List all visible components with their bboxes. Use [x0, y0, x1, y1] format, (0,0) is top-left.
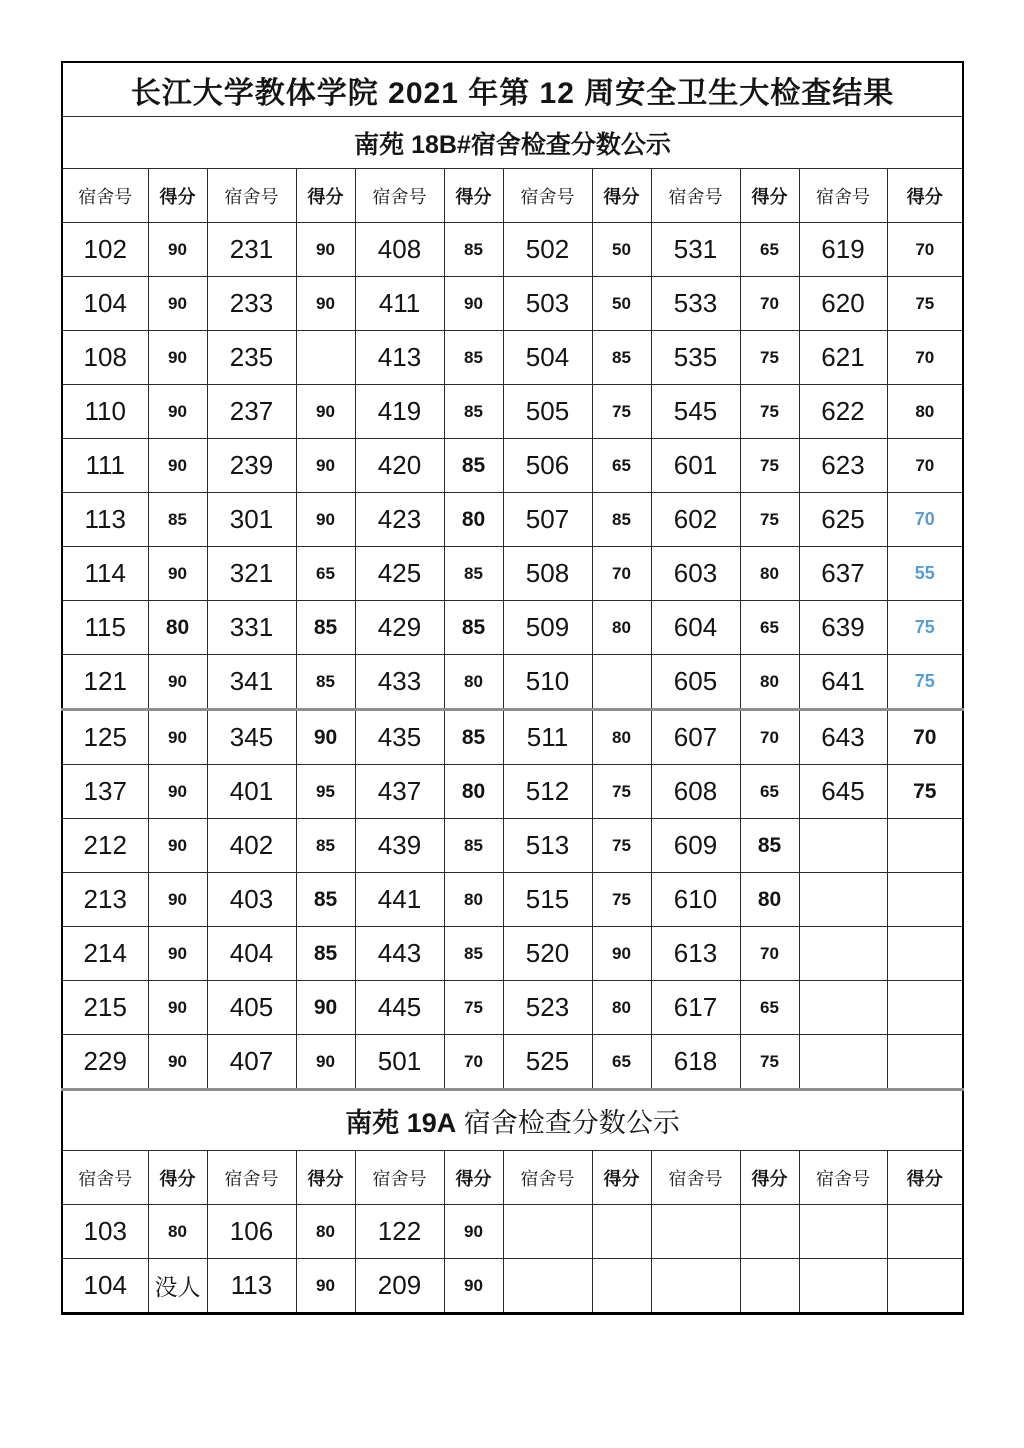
dorm-number-cell: 331 — [207, 601, 296, 655]
dorm-number-header: 宿舍号 — [503, 169, 592, 223]
score-cell: 90 — [148, 710, 207, 765]
dorm-number-cell: 341 — [207, 655, 296, 710]
dorm-number-cell: 645 — [799, 765, 887, 819]
score-cell: 90 — [296, 277, 355, 331]
dorm-number-cell: 301 — [207, 493, 296, 547]
score-cell — [740, 1259, 799, 1314]
score-cell: 没人 — [148, 1259, 207, 1314]
dorm-number-cell — [799, 873, 887, 927]
score-cell — [887, 1259, 963, 1314]
dorm-number-cell: 513 — [503, 819, 592, 873]
dorm-number-cell: 618 — [651, 1035, 740, 1090]
dorm-number-cell: 622 — [799, 385, 887, 439]
score-cell: 80 — [592, 981, 651, 1035]
score-cell: 80 — [887, 385, 963, 439]
dorm-number-cell: 425 — [355, 547, 444, 601]
dorm-number-cell: 623 — [799, 439, 887, 493]
dorm-number-cell: 113 — [207, 1259, 296, 1314]
dorm-number-cell — [503, 1205, 592, 1259]
score-header: 得分 — [887, 169, 963, 223]
score-header: 得分 — [740, 1151, 799, 1205]
dorm-number-cell: 114 — [62, 547, 148, 601]
score-cell: 80 — [592, 710, 651, 765]
dorm-number-cell: 233 — [207, 277, 296, 331]
dorm-number-cell: 443 — [355, 927, 444, 981]
score-cell: 75 — [887, 277, 963, 331]
dorm-number-header: 宿舍号 — [355, 1151, 444, 1205]
dorm-number-header: 宿舍号 — [62, 1151, 148, 1205]
score-cell: 55 — [887, 547, 963, 601]
table-row — [62, 331, 963, 385]
subtitle-bold-text: 南苑 18B#宿舍检查分数公示 — [354, 130, 671, 159]
dorm-number-cell: 533 — [651, 277, 740, 331]
table-row — [62, 1205, 963, 1259]
score-cell: 85 — [296, 655, 355, 710]
score-cell: 90 — [296, 493, 355, 547]
dorm-number-cell: 625 — [799, 493, 887, 547]
score-cell: 70 — [887, 710, 963, 765]
score-cell: 90 — [148, 927, 207, 981]
score-header: 得分 — [592, 1151, 651, 1205]
dorm-number-cell: 602 — [651, 493, 740, 547]
score-cell: 90 — [148, 223, 207, 277]
score-cell: 90 — [148, 439, 207, 493]
table-row — [62, 439, 963, 493]
dorm-number-cell: 441 — [355, 873, 444, 927]
table-row — [62, 493, 963, 547]
dorm-number-cell: 605 — [651, 655, 740, 710]
score-cell: 75 — [444, 981, 503, 1035]
page-title: 长江大学教体学院 2021 年第 12 周安全卫生大检查结果 — [62, 62, 963, 117]
score-cell: 70 — [887, 331, 963, 385]
score-cell: 75 — [887, 655, 963, 710]
dorm-number-cell: 505 — [503, 385, 592, 439]
score-cell: 65 — [740, 765, 799, 819]
dorm-number-cell: 545 — [651, 385, 740, 439]
score-cell: 75 — [740, 493, 799, 547]
score-cell: 85 — [444, 819, 503, 873]
score-cell: 85 — [444, 439, 503, 493]
dorm-number-cell: 345 — [207, 710, 296, 765]
score-cell: 90 — [444, 277, 503, 331]
dorm-number-cell: 401 — [207, 765, 296, 819]
section-subtitle-row — [62, 117, 963, 169]
dorm-number-cell: 515 — [503, 873, 592, 927]
score-cell: 70 — [592, 547, 651, 601]
score-cell: 85 — [296, 873, 355, 927]
score-cell: 75 — [592, 765, 651, 819]
dorm-number-cell: 433 — [355, 655, 444, 710]
table-row — [62, 765, 963, 819]
dorm-number-cell: 445 — [355, 981, 444, 1035]
dorm-number-cell: 525 — [503, 1035, 592, 1090]
score-cell: 65 — [296, 547, 355, 601]
score-cell — [740, 1205, 799, 1259]
dorm-number-cell: 405 — [207, 981, 296, 1035]
score-cell — [592, 655, 651, 710]
dorm-number-cell: 507 — [503, 493, 592, 547]
dorm-number-cell — [651, 1259, 740, 1314]
dorm-number-cell: 110 — [62, 385, 148, 439]
dorm-number-cell: 503 — [503, 277, 592, 331]
dorm-number-header: 宿舍号 — [651, 1151, 740, 1205]
score-cell: 85 — [444, 710, 503, 765]
score-cell: 70 — [887, 493, 963, 547]
dorm-number-header: 宿舍号 — [503, 1151, 592, 1205]
score-cell: 90 — [148, 981, 207, 1035]
dorm-number-cell: 108 — [62, 331, 148, 385]
score-cell: 80 — [444, 873, 503, 927]
dorm-number-cell: 608 — [651, 765, 740, 819]
score-cell: 90 — [592, 927, 651, 981]
score-cell — [887, 927, 963, 981]
score-cell: 70 — [740, 710, 799, 765]
score-cell: 90 — [296, 223, 355, 277]
score-cell: 90 — [148, 331, 207, 385]
dorm-number-cell: 620 — [799, 277, 887, 331]
score-cell: 90 — [148, 385, 207, 439]
dorm-number-cell — [799, 981, 887, 1035]
dorm-number-header: 宿舍号 — [207, 1151, 296, 1205]
inspection-results-table — [61, 61, 964, 1315]
score-cell: 80 — [740, 873, 799, 927]
dorm-number-cell: 239 — [207, 439, 296, 493]
score-cell — [887, 1035, 963, 1090]
dorm-number-cell: 520 — [503, 927, 592, 981]
dorm-number-cell: 607 — [651, 710, 740, 765]
dorm-number-cell: 125 — [62, 710, 148, 765]
subtitle-text: 宿舍检查分数公示 — [456, 1108, 680, 1138]
dorm-number-cell: 531 — [651, 223, 740, 277]
dorm-number-cell: 103 — [62, 1205, 148, 1259]
dorm-number-cell: 402 — [207, 819, 296, 873]
subtitle-bold-text: 南苑 19A — [345, 1108, 457, 1138]
score-cell: 50 — [592, 277, 651, 331]
dorm-number-cell: 407 — [207, 1035, 296, 1090]
table-body — [62, 62, 963, 1314]
dorm-number-cell: 213 — [62, 873, 148, 927]
score-cell: 70 — [444, 1035, 503, 1090]
score-header: 得分 — [887, 1151, 963, 1205]
table-row — [62, 1035, 963, 1090]
score-cell: 85 — [444, 927, 503, 981]
dorm-number-cell: 643 — [799, 710, 887, 765]
score-cell: 95 — [296, 765, 355, 819]
dorm-number-cell: 404 — [207, 927, 296, 981]
score-cell: 85 — [592, 331, 651, 385]
dorm-number-header: 宿舍号 — [799, 1151, 887, 1205]
score-cell: 80 — [740, 547, 799, 601]
table-row — [62, 927, 963, 981]
dorm-number-cell: 509 — [503, 601, 592, 655]
dorm-number-cell: 235 — [207, 331, 296, 385]
score-cell: 85 — [148, 493, 207, 547]
dorm-number-cell: 104 — [62, 1259, 148, 1314]
score-cell: 75 — [592, 873, 651, 927]
dorm-number-cell: 115 — [62, 601, 148, 655]
score-cell: 90 — [148, 547, 207, 601]
dorm-number-cell: 641 — [799, 655, 887, 710]
score-cell: 80 — [592, 601, 651, 655]
score-cell: 75 — [740, 331, 799, 385]
score-cell: 90 — [296, 1035, 355, 1090]
score-cell — [887, 873, 963, 927]
dorm-number-cell — [799, 1205, 887, 1259]
table-row — [62, 819, 963, 873]
dorm-number-cell — [799, 1259, 887, 1314]
dorm-number-cell: 435 — [355, 710, 444, 765]
score-header: 得分 — [444, 1151, 503, 1205]
dorm-number-cell: 137 — [62, 765, 148, 819]
score-cell: 70 — [740, 927, 799, 981]
score-cell: 75 — [592, 819, 651, 873]
score-cell: 90 — [148, 873, 207, 927]
dorm-number-cell: 439 — [355, 819, 444, 873]
dorm-number-cell: 535 — [651, 331, 740, 385]
dorm-number-cell: 423 — [355, 493, 444, 547]
score-cell: 90 — [444, 1259, 503, 1314]
dorm-number-cell: 111 — [62, 439, 148, 493]
table-row — [62, 277, 963, 331]
dorm-number-header: 宿舍号 — [355, 169, 444, 223]
dorm-number-cell: 523 — [503, 981, 592, 1035]
dorm-number-cell: 502 — [503, 223, 592, 277]
score-cell: 90 — [148, 1035, 207, 1090]
dorm-number-cell: 508 — [503, 547, 592, 601]
dorm-number-cell: 122 — [355, 1205, 444, 1259]
dorm-number-cell: 610 — [651, 873, 740, 927]
dorm-number-cell — [651, 1205, 740, 1259]
score-cell: 90 — [296, 1259, 355, 1314]
score-cell — [887, 1205, 963, 1259]
score-cell — [887, 981, 963, 1035]
score-cell: 85 — [444, 547, 503, 601]
score-cell: 85 — [296, 927, 355, 981]
dorm-number-cell: 237 — [207, 385, 296, 439]
dorm-number-cell: 209 — [355, 1259, 444, 1314]
dorm-number-cell: 639 — [799, 601, 887, 655]
table-row — [62, 547, 963, 601]
dorm-number-cell: 403 — [207, 873, 296, 927]
table-row — [62, 873, 963, 927]
score-cell: 85 — [740, 819, 799, 873]
score-header: 得分 — [444, 169, 503, 223]
dorm-number-cell: 619 — [799, 223, 887, 277]
score-cell: 80 — [740, 655, 799, 710]
dorm-number-cell: 231 — [207, 223, 296, 277]
score-cell — [592, 1259, 651, 1314]
score-cell: 75 — [592, 385, 651, 439]
dorm-number-cell: 429 — [355, 601, 444, 655]
dorm-number-cell: 603 — [651, 547, 740, 601]
dorm-number-cell: 413 — [355, 331, 444, 385]
score-cell: 80 — [444, 655, 503, 710]
score-header: 得分 — [148, 1151, 207, 1205]
table-row — [62, 710, 963, 765]
dorm-number-header: 宿舍号 — [207, 169, 296, 223]
section-subtitle — [62, 117, 963, 169]
column-header-row — [62, 169, 963, 223]
table-row — [62, 223, 963, 277]
table-row — [62, 601, 963, 655]
dorm-number-cell: 504 — [503, 331, 592, 385]
dorm-number-cell: 501 — [355, 1035, 444, 1090]
score-cell: 90 — [296, 981, 355, 1035]
score-cell: 80 — [296, 1205, 355, 1259]
score-cell: 70 — [740, 277, 799, 331]
score-cell: 75 — [887, 601, 963, 655]
score-cell: 65 — [592, 439, 651, 493]
dorm-number-cell: 510 — [503, 655, 592, 710]
dorm-number-cell — [799, 819, 887, 873]
table-row — [62, 981, 963, 1035]
dorm-number-cell: 411 — [355, 277, 444, 331]
dorm-number-cell: 613 — [651, 927, 740, 981]
score-header: 得分 — [592, 169, 651, 223]
score-cell: 75 — [740, 439, 799, 493]
dorm-number-cell: 621 — [799, 331, 887, 385]
score-cell: 65 — [740, 601, 799, 655]
dorm-number-header: 宿舍号 — [62, 169, 148, 223]
dorm-number-cell: 420 — [355, 439, 444, 493]
score-cell: 65 — [592, 1035, 651, 1090]
dorm-number-cell: 437 — [355, 765, 444, 819]
dorm-number-cell: 512 — [503, 765, 592, 819]
score-cell: 80 — [148, 601, 207, 655]
table-row — [62, 655, 963, 710]
score-cell: 85 — [592, 493, 651, 547]
score-cell: 90 — [148, 277, 207, 331]
score-cell: 90 — [148, 819, 207, 873]
score-cell: 85 — [296, 601, 355, 655]
score-header: 得分 — [296, 1151, 355, 1205]
section-subtitle — [62, 1090, 963, 1151]
dorm-number-cell: 617 — [651, 981, 740, 1035]
table-row — [62, 1259, 963, 1314]
score-cell: 80 — [444, 765, 503, 819]
dorm-number-cell: 215 — [62, 981, 148, 1035]
score-cell: 75 — [740, 385, 799, 439]
dorm-number-cell: 601 — [651, 439, 740, 493]
score-cell: 85 — [444, 331, 503, 385]
score-cell: 70 — [887, 223, 963, 277]
score-cell: 85 — [296, 819, 355, 873]
score-cell — [296, 331, 355, 385]
dorm-number-cell: 214 — [62, 927, 148, 981]
score-header: 得分 — [740, 169, 799, 223]
score-header: 得分 — [148, 169, 207, 223]
dorm-number-cell: 408 — [355, 223, 444, 277]
score-cell: 70 — [887, 439, 963, 493]
score-cell: 90 — [148, 655, 207, 710]
score-cell: 90 — [296, 385, 355, 439]
dorm-number-cell: 506 — [503, 439, 592, 493]
dorm-number-cell: 609 — [651, 819, 740, 873]
score-cell: 75 — [887, 765, 963, 819]
dorm-number-cell: 637 — [799, 547, 887, 601]
score-cell: 65 — [740, 223, 799, 277]
dorm-number-cell: 113 — [62, 493, 148, 547]
title-row — [62, 62, 963, 117]
dorm-number-cell: 104 — [62, 277, 148, 331]
dorm-number-cell: 102 — [62, 223, 148, 277]
score-cell: 85 — [444, 601, 503, 655]
dorm-number-cell — [799, 1035, 887, 1090]
score-cell: 65 — [740, 981, 799, 1035]
score-cell: 90 — [148, 765, 207, 819]
score-cell: 80 — [148, 1205, 207, 1259]
dorm-number-cell: 321 — [207, 547, 296, 601]
dorm-number-cell: 212 — [62, 819, 148, 873]
score-cell: 90 — [296, 710, 355, 765]
table-row — [62, 385, 963, 439]
dorm-number-cell — [503, 1259, 592, 1314]
dorm-number-cell: 604 — [651, 601, 740, 655]
dorm-number-header: 宿舍号 — [651, 169, 740, 223]
score-cell: 75 — [740, 1035, 799, 1090]
section-subtitle-row — [62, 1090, 963, 1151]
dorm-number-cell: 511 — [503, 710, 592, 765]
dorm-number-cell: 106 — [207, 1205, 296, 1259]
dorm-number-header: 宿舍号 — [799, 169, 887, 223]
score-cell — [592, 1205, 651, 1259]
dorm-number-cell: 229 — [62, 1035, 148, 1090]
column-header-row — [62, 1151, 963, 1205]
dorm-number-cell: 419 — [355, 385, 444, 439]
score-cell: 85 — [444, 385, 503, 439]
score-cell — [887, 819, 963, 873]
score-cell: 50 — [592, 223, 651, 277]
dorm-number-cell — [799, 927, 887, 981]
score-cell: 90 — [296, 439, 355, 493]
score-cell: 80 — [444, 493, 503, 547]
dorm-number-cell: 121 — [62, 655, 148, 710]
score-header: 得分 — [296, 169, 355, 223]
score-cell: 90 — [444, 1205, 503, 1259]
score-cell: 85 — [444, 223, 503, 277]
